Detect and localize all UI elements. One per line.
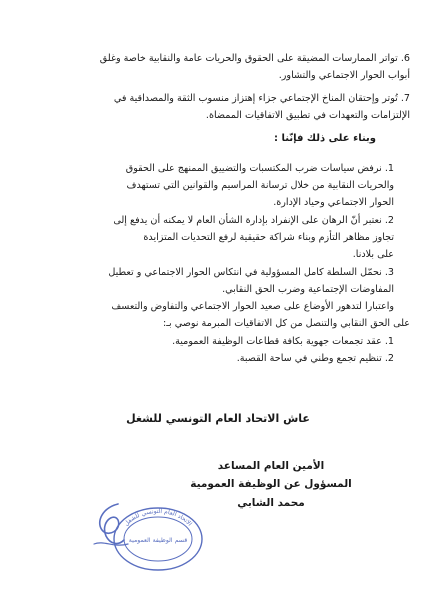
point-6-line-1: 6.تواتر الممارسات المضيقة على الحقوق والحريات عامة والنقابية خاصة وغلق [99,53,410,64]
signature-role-2: المسؤول عن الوظيفة العمومية [190,478,352,490]
decision-2: 2.نعتبر أنّ الرهان على الإنفراد بإدارة الشأن العام لا يمكنه أن يدفع إلى تجاوز مظاهر التأزم وبناء شراكة حقيقية لرفع التحديات المتزايدة على بلادنا. [113,215,394,260]
point-7 [26,90,410,124]
decision-1: 1.نرفض سياسات ضرب المكتسبات والتضييق الممنهج على الحقوق والحريات النقابية من خلال ترسانة المراسيم والقوانين التي تستهدف الحوار الاجتماعي وحياد الإدارة. [125,163,394,208]
recommendation-2: 2.تنظيم تجمع وطني في ساحة القصبة. [236,353,394,364]
signature-name: محمد الشابي [237,497,305,509]
official-stamp-icon [112,506,204,572]
paragraph: واعتبارا لتدهور الأوضاع على صعيد الحوار الاجتماعي والتفاوض والتعسف على الحق النقابي والتنصل من كل الاتفاقيات المبرمة نوصي بـ: [111,301,410,329]
point-7-line-2: الإلتزامات والتعهدات في تطبيق الاتفاقيات الممضاة. [205,110,410,121]
stamp-ring-text: الاتحاد العام التونسي للشغل [122,507,194,528]
point-7-line-1: 7.تُوتر وإحتقان المناخ الإجتماعي جزاء إهتزاز منسوب الثقة والمصداقية في [113,93,410,104]
point-6-line-2: أبواب الحوار الاجتماعي والتشاور. [278,70,410,81]
recommendations-list [26,333,394,367]
decision-3: 3.نحمّل السلطة كامل المسؤولية في انتكاس الحوار الاجتماعي و تعطيل المفاوضات الإجتماعية وضرب الحق النقابي. [108,267,394,295]
svg-text:الاتحاد العام التونسي للشغل [123,508,193,528]
stamp-inner-text: قسم الوظيفة العمومية [128,537,188,544]
section-heading: وبناء على ذلك فإنّنا : [274,133,376,144]
closing-slogan: عاش الاتحاد العام التونسي للشغل [126,412,310,425]
recommendation-1: 1.عقد تجمعات جهوية بكافة قطاعات الوظيفة العمومية. [172,336,394,347]
point-6 [26,50,410,84]
signature-role-1: الأمين العام المساعد [217,460,325,472]
